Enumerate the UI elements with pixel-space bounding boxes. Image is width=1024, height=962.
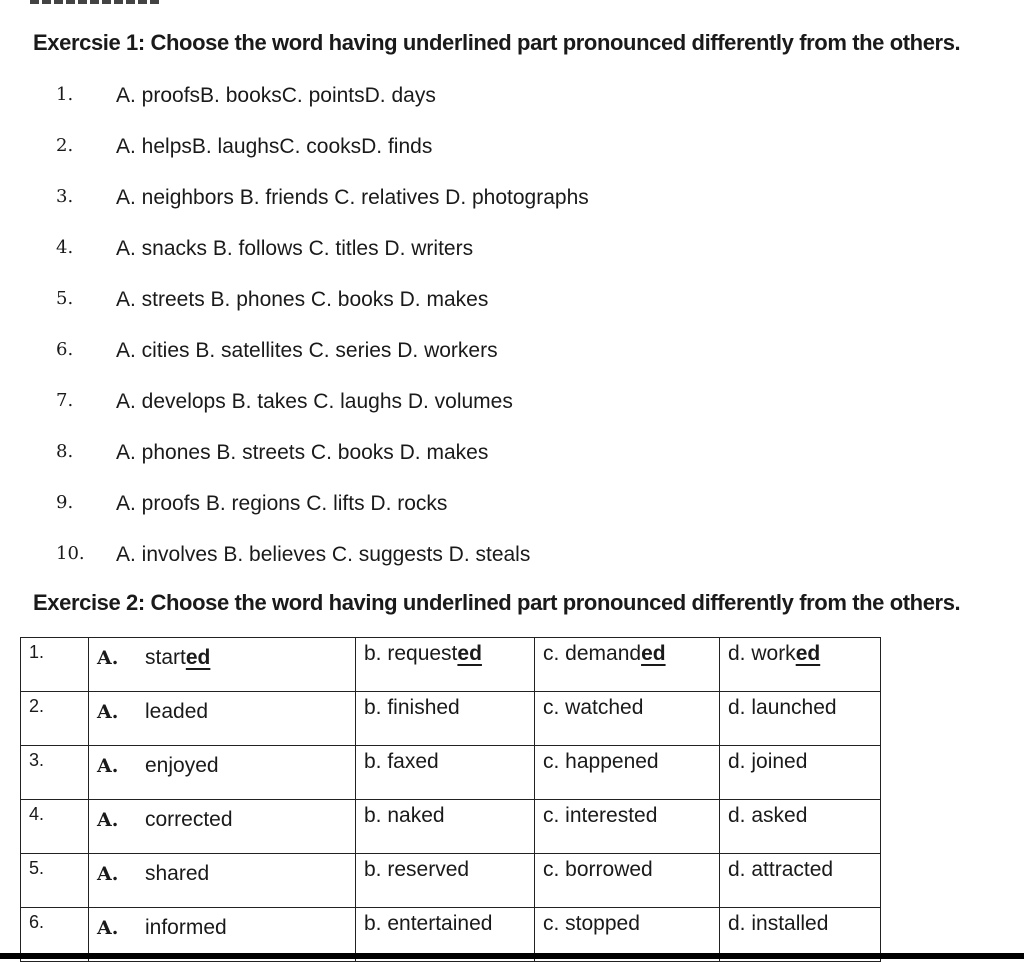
option-c bbox=[535, 638, 720, 692]
option-word: enjoyed bbox=[145, 754, 219, 777]
option-letter: A. bbox=[97, 863, 119, 885]
cropped-previous-heading bbox=[30, 0, 160, 4]
option-word: corrected bbox=[145, 808, 233, 831]
item-options: A. neighbors B. friends C. relatives D. photographs bbox=[116, 186, 589, 209]
list-item bbox=[0, 135, 1024, 186]
option-c: c. happened bbox=[535, 746, 720, 800]
item-options: A. snacks B. follows C. titles D. writers bbox=[116, 237, 474, 260]
option-word: informed bbox=[145, 916, 227, 939]
option-letter: A. bbox=[97, 917, 119, 939]
table-row bbox=[21, 692, 881, 746]
item-number: 10. bbox=[56, 543, 85, 564]
list-item bbox=[0, 339, 1024, 390]
option-letter: A. bbox=[97, 755, 119, 777]
option-c: c. watched bbox=[535, 692, 720, 746]
word-stem: start bbox=[145, 646, 186, 669]
option-b bbox=[356, 638, 535, 692]
option-c: c. borrowed bbox=[535, 854, 720, 908]
option-a bbox=[89, 638, 356, 692]
word-stem: d. work bbox=[728, 642, 796, 665]
underlined-part: ed bbox=[795, 642, 821, 665]
item-number: 8. bbox=[56, 441, 74, 462]
option-a bbox=[89, 692, 356, 746]
option-b: b. naked bbox=[356, 800, 535, 854]
row-number: 5. bbox=[21, 854, 89, 908]
exercise1-heading: Exercsie 1: Choose the word having underlined part pronounced differently from the others. bbox=[33, 30, 961, 55]
bottom-edge-bar bbox=[0, 953, 1024, 959]
list-item bbox=[0, 543, 1024, 594]
item-number: 2. bbox=[56, 135, 74, 156]
option-b: b. faxed bbox=[356, 746, 535, 800]
list-item bbox=[0, 492, 1024, 543]
item-options: A. proofsB. booksC. pointsD. days bbox=[116, 84, 436, 107]
item-options: A. helpsB. laughsC. cooksD. finds bbox=[116, 135, 433, 158]
option-b: b. finished bbox=[356, 692, 535, 746]
table-row bbox=[21, 800, 881, 854]
list-item bbox=[0, 390, 1024, 441]
option-letter: A. bbox=[97, 809, 119, 831]
option-word bbox=[145, 642, 210, 670]
option-a bbox=[89, 854, 356, 908]
option-word: leaded bbox=[145, 700, 209, 723]
option-d: d. joined bbox=[720, 746, 881, 800]
option-b: b. entertained bbox=[356, 908, 535, 962]
option-letter: A. bbox=[97, 701, 119, 723]
table-row bbox=[21, 854, 881, 908]
option-d: d. installed bbox=[720, 908, 881, 962]
word-stem: b. request bbox=[364, 642, 458, 665]
row-number: 6. bbox=[21, 908, 89, 962]
list-item bbox=[0, 186, 1024, 237]
list-item bbox=[0, 84, 1024, 135]
item-number: 5. bbox=[56, 288, 74, 309]
option-c: c. stopped bbox=[535, 908, 720, 962]
row-number: 4. bbox=[21, 800, 89, 854]
option-a bbox=[89, 746, 356, 800]
item-number: 7. bbox=[56, 390, 74, 411]
item-number: 1. bbox=[56, 84, 74, 105]
item-options: A. phones B. streets C. books D. makes bbox=[116, 441, 489, 464]
item-number: 6. bbox=[56, 339, 74, 360]
word-stem: c. demand bbox=[543, 642, 642, 665]
item-options: A. involves B. believes C. suggests D. steals bbox=[116, 543, 531, 566]
item-number: 9. bbox=[56, 492, 74, 513]
option-b: b. reserved bbox=[356, 854, 535, 908]
underlined-part: ed bbox=[457, 642, 482, 665]
item-options: A. proofs B. regions C. lifts D. rocks bbox=[116, 492, 448, 515]
table-row bbox=[21, 638, 881, 692]
list-item bbox=[0, 237, 1024, 288]
option-letter: A. bbox=[97, 647, 119, 669]
row-number: 2. bbox=[21, 692, 89, 746]
item-number: 4. bbox=[56, 237, 74, 258]
row-number: 3. bbox=[21, 746, 89, 800]
option-d bbox=[720, 638, 881, 692]
option-d: d. attracted bbox=[720, 854, 881, 908]
underlined-part: ed bbox=[641, 642, 666, 665]
option-d: d. asked bbox=[720, 800, 881, 854]
underlined-part: ed bbox=[185, 646, 211, 669]
row-number: 1. bbox=[21, 638, 89, 692]
option-c: c. interested bbox=[535, 800, 720, 854]
item-options: A. cities B. satellites C. series D. workers bbox=[116, 339, 498, 362]
exercise2-heading: Exercise 2: Choose the word having underlined part pronounced differently from the others. bbox=[33, 590, 961, 615]
table-row bbox=[21, 746, 881, 800]
list-item bbox=[0, 441, 1024, 492]
exercise2-table bbox=[20, 637, 881, 962]
option-word: shared bbox=[145, 862, 210, 885]
item-number: 3. bbox=[56, 186, 74, 207]
exercise1-list bbox=[0, 84, 1024, 594]
option-d: d. launched bbox=[720, 692, 881, 746]
item-options: A. streets B. phones C. books D. makes bbox=[116, 288, 489, 311]
option-a bbox=[89, 800, 356, 854]
item-options: A. develops B. takes C. laughs D. volumes bbox=[116, 390, 513, 413]
list-item bbox=[0, 288, 1024, 339]
